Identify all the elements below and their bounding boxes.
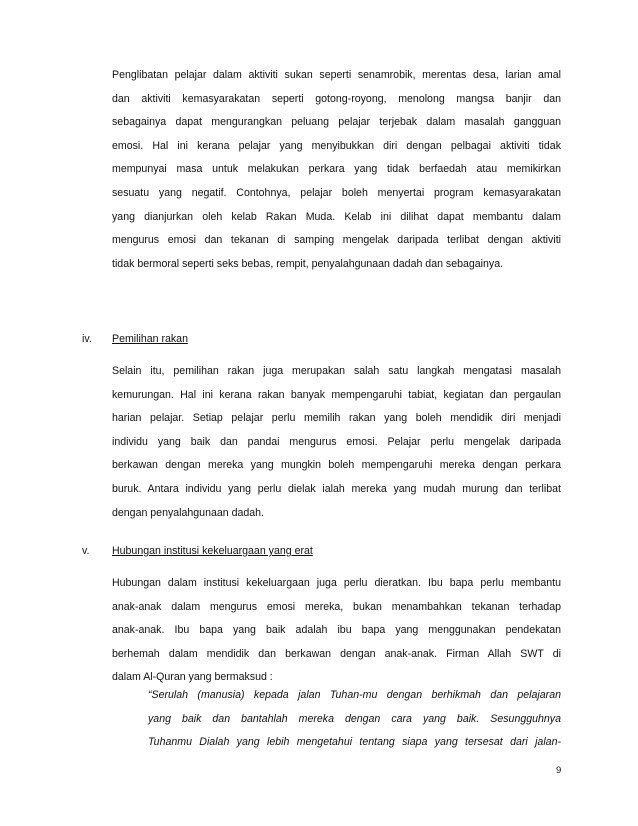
quote-line: yang baik dan bantahlah mereka dengan cara yang baik. Sesungguhnya <box>148 712 561 725</box>
text-line: harian pelajar. Setiap pelajar perlu memilih rakan yang boleh mendidik diri menjadi <box>112 412 561 425</box>
text-line: Penglibatan pelajar dalam aktiviti sukan seperti senamrobik, merentas desa, larian amal <box>112 69 561 81</box>
text-line: individu yang baik dan pandai mengurus emosi. Pelajar perlu mengelak daripada <box>112 435 561 448</box>
text-line: mempunyai masa untuk melakukan perkara yang tidak berfaedah atau memikirkan <box>112 163 561 176</box>
paragraph-family-relations <box>112 572 561 690</box>
text-line: sebagainya dapat mengurangkan peluang pelajar terjebak dalam masalah gangguan <box>112 116 561 129</box>
text-line: kemurungan. Hal ini kerana rakan banyak mempengaruhi tabiat, kegiatan dan pergaulan <box>112 388 561 401</box>
text-line: Hubungan dalam institusi kekeluargaan juga perlu dieratkan. Ibu bapa perlu membantu <box>112 577 561 589</box>
text-line: dengan penyalahgunaan dadah. <box>112 506 264 519</box>
paragraph-friend-choice <box>112 360 561 525</box>
text-line: berkawan dengan mereka yang mungkin boleh mempengaruhi mereka dengan perkara <box>112 459 561 472</box>
text-line: sesuatu yang negatif. Contohnya, pelajar boleh menyertai program kemasyarakatan <box>112 186 561 199</box>
paragraph-activities <box>112 64 561 276</box>
text-line: tidak bermoral seperti seks bebas, rempit, penyalahgunaan dadah dan sebagainya. <box>112 257 504 270</box>
text-line: mengurus emosi dan tekanan di samping mengelak daripada terlibat dengan aktiviti <box>112 234 561 247</box>
text-line: berhemah dalam mendidik dan berkawan dengan anak-anak. Firman Allah SWT di <box>112 647 561 660</box>
text-line: anak-anak dalam mengurus emosi mereka, bukan menambahkan tekanan terhadap <box>112 600 561 613</box>
section-iv-heading: Pemilihan rakan <box>112 333 188 345</box>
text-line: anak-anak. Ibu bapa yang baik adalah ibu bapa yang menggunakan pendekatan <box>112 624 561 637</box>
page-number: 9 <box>556 765 562 776</box>
text-line: Selain itu, pemilihan rakan juga merupakan salah satu langkah mengatasi masalah <box>112 365 561 377</box>
section-iv-marker: iv. <box>82 333 92 345</box>
quote-line: “Serulah (manusia) kepada jalan Tuhan-mu dengan berhikmah dan pelajaran <box>148 689 561 701</box>
section-v-heading: Hubungan institusi kekeluargaan yang erat <box>112 545 313 557</box>
text-line: yang dianjurkan oleh kelab Rakan Muda. Kelab ini dilihat dapat membantu dalam <box>112 210 561 223</box>
text-line: dalam Al-Quran yang bermaksud : <box>112 671 273 684</box>
text-line: buruk. Antara individu yang perlu dielak ialah mereka yang mudah murung dan terlibat <box>112 482 561 495</box>
text-line: dan aktiviti kemasyarakatan seperti gotong-royong, menolong mangsa banjir dan <box>112 92 561 105</box>
quran-quote <box>148 684 561 755</box>
section-v-marker: v. <box>82 545 90 557</box>
quote-line: Tuhanmu Dialah yang lebih mengetahui tentang siapa yang tersesat dari jalan- <box>148 736 561 749</box>
text-line: emosi. Hal ini kerana pelajar yang menyibukkan diri dengan pelbagai aktiviti tidak <box>112 139 561 152</box>
